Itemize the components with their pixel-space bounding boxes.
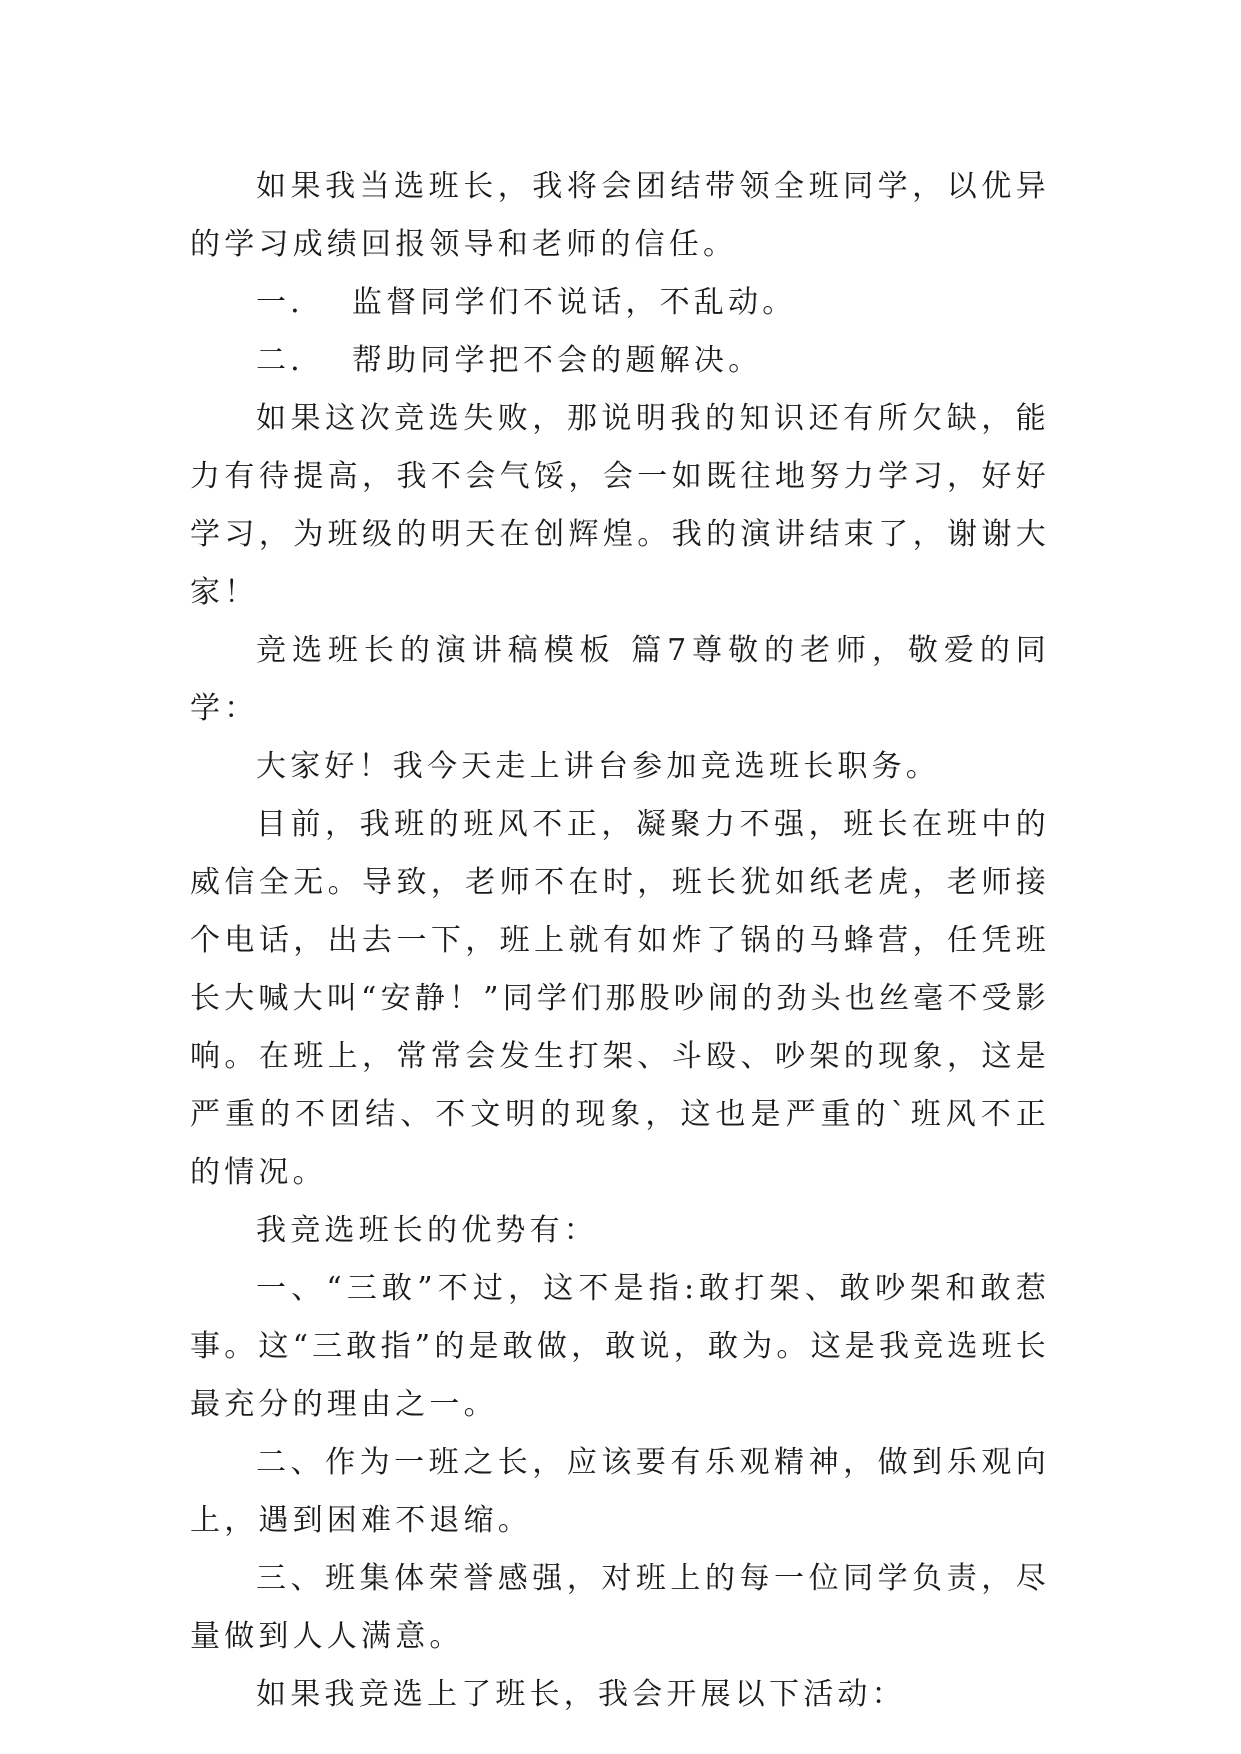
paragraph-7: 目前，我班的班风不正，凝聚力不强，班长在班中的威信全无。导致，老师不在时，班长犹如纸老虎，老师接个电话，出去一下，班上就有如炸了锅的马蜂营，任凭班长大喊大叫“安静！”同学们那股吵闹的劲头也丝毫不受影响。在班上，常常会发生打架、斗殴、吵架的现象，这是严重的不团结、不文明的现象，这也是严重的`班风不正的情况。	[190, 807, 1050, 1190]
paragraph-1: 如果我当选班长，我将会团结带领全班同学，以优异的学习成绩回报领导和老师的信任。	[190, 169, 1050, 262]
paragraph-8: 我竞选班长的优势有：	[256, 1213, 598, 1248]
paragraph-2: 一． 监督同学们不说话，不乱动。	[256, 285, 797, 320]
paragraph-4: 如果这次竞选失败，那说明我的知识还有所欠缺，能力有待提高，我不会气馁，会一如既往地努力学习，好好学习，为班级的明天在创辉煌。我的演讲结束了，谢谢大家！	[190, 401, 1050, 610]
document-body	[190, 158, 1050, 1724]
paragraph-3: 二． 帮助同学把不会的题解决。	[256, 343, 763, 378]
paragraph-12: 如果我竞选上了班长，我会开展以下活动：	[256, 1677, 906, 1712]
paragraph-6: 大家好！我今天走上讲台参加竞选班长职务。	[256, 749, 940, 784]
paragraph-11: 三、班集体荣誉感强，对班上的每一位同学负责，尽量做到人人满意。	[190, 1561, 1050, 1654]
paragraph-10: 二、作为一班之长，应该要有乐观精神，做到乐观向上，遇到困难不退缩。	[190, 1445, 1050, 1538]
paragraph-5: 竞选班长的演讲稿模板 篇7尊敬的老师，敬爱的同学：	[190, 633, 1050, 726]
paragraph-9: 一、“三敢”不过，这不是指:敢打架、敢吵架和敢惹事。这“三敢指”的是敢做，敢说，敢为。这是我竞选班长最充分的理由之一。	[190, 1271, 1050, 1422]
